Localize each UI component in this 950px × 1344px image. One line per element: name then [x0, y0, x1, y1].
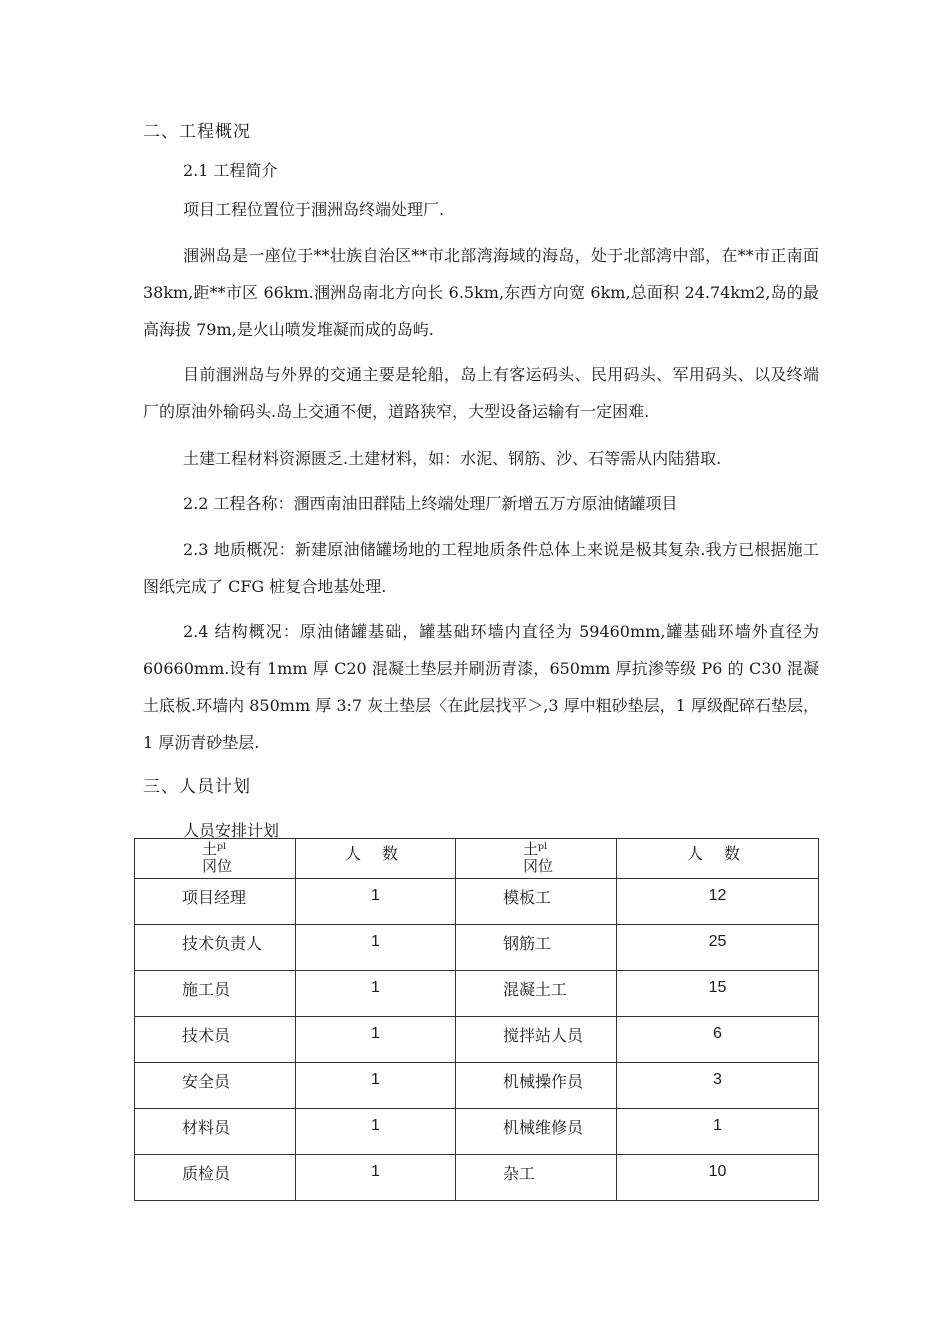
header-post-2-bottom: 冈位	[523, 857, 554, 875]
header-count: 人 数	[296, 839, 456, 879]
paragraph-materials: 土建工程材料资源匮乏.土建材料，如：水泥、钢筋、沙、石等需从内陆猎取.	[183, 449, 722, 468]
paragraph-geology: 2.3 地质概况：新建原油储罐场地的工程地质条件总体上来说是极其复杂.我方已根据施工图纸完成了 CFG 桩复合地基处理.	[143, 540, 819, 596]
post-cell: 安全员	[135, 1063, 296, 1109]
header-post-top: 土ᵖˡ	[202, 840, 227, 858]
paragraph-location: 项目工程位置位于涠洲岛终端处理厂.	[183, 200, 445, 219]
count-cell: 1	[296, 879, 456, 925]
post-cell: 材料员	[135, 1109, 296, 1155]
count-cell: 1	[296, 1017, 456, 1063]
post-cell: 搅拌站人员	[456, 1017, 617, 1063]
header-post	[135, 839, 296, 879]
table-row	[135, 879, 819, 925]
post-cell: 机械维修员	[456, 1109, 617, 1155]
count-cell: 1	[296, 1109, 456, 1155]
paragraph-island-description: 涠洲岛是一座位于**壮族自治区**市北部湾海域的海岛，处于北部湾中部，在**市正南面 38km,距**市区 66km.涠洲岛南北方向长 6.5km,东西方向宽 6km,总面积 24.74km2,岛的最高海拔 79m,是火山喷发堆凝而成的岛屿.	[143, 246, 819, 339]
count-cell: 3	[617, 1063, 819, 1109]
post-cell: 质检员	[135, 1155, 296, 1201]
post-cell: 钢筋工	[456, 925, 617, 971]
post-cell: 项目经理	[135, 879, 296, 925]
subsection-2-1-title: 2.1 工程简介	[183, 161, 278, 180]
table-row	[135, 1109, 819, 1155]
table-row	[135, 925, 819, 971]
count-cell: 6	[617, 1017, 819, 1063]
count-cell: 10	[617, 1155, 819, 1201]
post-cell: 技术员	[135, 1017, 296, 1063]
paragraph-structure: 2.4 结构概况：原油储罐基础，罐基础环墙内直径为 59460mm,罐基础环墙外直径为 60660mm.设有 1mm 厚 C20 混凝土垫层并刷沥青漆，650mm 厚抗渗等级 P6 的 C30 混凝土底板.环墙内 850mm 厚 3:7 灰土垫层〈在此层找平＞,3 厚中粗砂垫层，1 厚级配碎石垫层，1 厚沥青砂垫层.	[143, 622, 819, 752]
count-cell: 1	[296, 1155, 456, 1201]
paragraph-transport: 目前涠洲岛与外界的交通主要是轮船，岛上有客运码头、民用码头、军用码头、以及终端厂的原油外输码头.岛上交通不便，道路狭窄，大型设备运输有一定困难.	[143, 365, 819, 421]
count-cell: 1	[296, 971, 456, 1017]
post-cell: 模板工	[456, 879, 617, 925]
count-cell: 15	[617, 971, 819, 1017]
post-cell: 技术负责人	[135, 925, 296, 971]
table-header-row	[135, 839, 819, 879]
count-cell: 25	[617, 925, 819, 971]
header-post-2-top: 土ᵖˡ	[523, 840, 548, 858]
count-cell: 1	[296, 1063, 456, 1109]
post-cell: 机械操作员	[456, 1063, 617, 1109]
post-cell: 混凝土工	[456, 971, 617, 1017]
header-post-2	[456, 839, 617, 879]
table-row	[135, 1017, 819, 1063]
section-2-heading: 二、工程概况	[143, 122, 251, 142]
paragraph-project-name: 2.2 工程各称：涠西南油田群陆上终端处理厂新增五万方原油储罐项目	[183, 494, 678, 513]
header-post-bottom: 冈位	[202, 857, 233, 875]
table-row	[135, 1063, 819, 1109]
staffing-table	[134, 838, 819, 1201]
count-cell: 12	[617, 879, 819, 925]
table-caption: 人员安排计划	[183, 821, 280, 840]
section-3-heading: 三、人员计划	[143, 777, 251, 797]
post-cell: 杂工	[456, 1155, 617, 1201]
header-count-2: 人 数	[617, 839, 819, 879]
count-cell: 1	[617, 1109, 819, 1155]
post-cell: 施工员	[135, 971, 296, 1017]
table-row	[135, 971, 819, 1017]
table-row	[135, 1155, 819, 1201]
count-cell: 1	[296, 925, 456, 971]
